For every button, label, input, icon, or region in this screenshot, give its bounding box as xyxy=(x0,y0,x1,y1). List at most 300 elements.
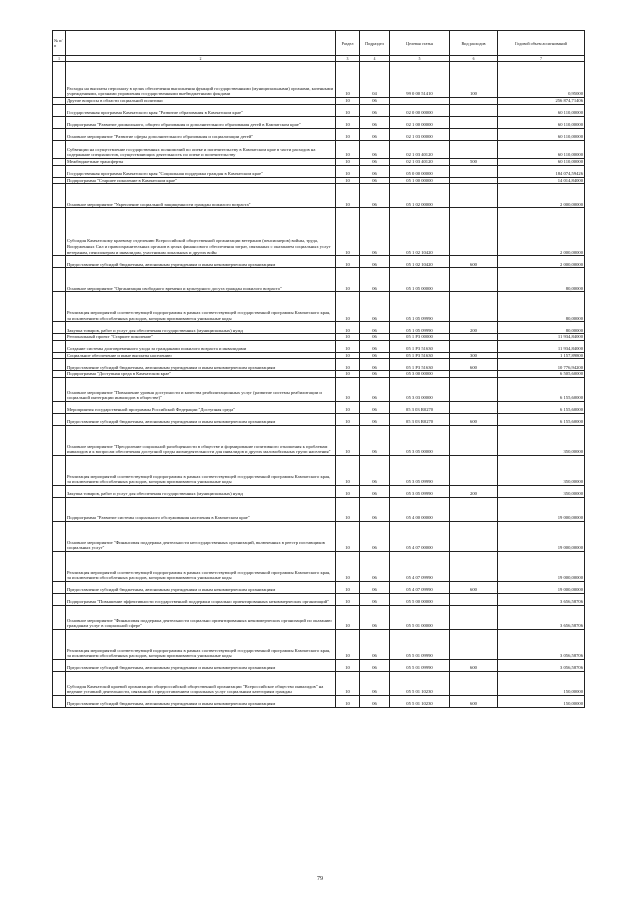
row-expense-type xyxy=(450,521,498,551)
row-podrazdel: 06 xyxy=(360,208,390,256)
row-name: Подпрограмма "Доступная среда в Камчатском крае" xyxy=(66,371,336,378)
row-razdel: 10 xyxy=(336,629,360,659)
row-podrazdel: 06 xyxy=(360,117,390,129)
row-sum: 350,00000 xyxy=(498,455,585,485)
table-row xyxy=(53,340,585,352)
table-row xyxy=(53,455,585,485)
row-sum: 6 505,60000 xyxy=(498,371,585,378)
row-sum: 19 000,00000 xyxy=(498,551,585,581)
row-number xyxy=(53,455,66,485)
row-podrazdel: 06 xyxy=(360,581,390,593)
row-name: Региональный проект "Старшее поколение" xyxy=(66,334,336,341)
row-expense-type xyxy=(450,377,498,401)
row-name: Подпрограмма "Старшее поколение в Камчатском крае" xyxy=(66,177,336,184)
row-sum: 2 000,00000 xyxy=(498,184,585,208)
row-razdel: 10 xyxy=(336,521,360,551)
row-razdel: 10 xyxy=(336,605,360,629)
row-razdel: 10 xyxy=(336,581,360,593)
row-target-article: 05 3 03 00000 xyxy=(390,377,450,401)
row-target-article: 05 3 05 09990 xyxy=(390,455,450,485)
row-name: Социальное обеспечение и иные выплаты населению xyxy=(66,352,336,359)
row-target-article: 05 5 01 09990 xyxy=(390,629,450,659)
row-number xyxy=(53,141,66,159)
row-razdel: 10 xyxy=(336,425,360,455)
table-row xyxy=(53,593,585,605)
row-target-article: 02 1 03 40120 xyxy=(390,141,450,159)
row-name: Закупка товаров, работ и услуг для обеспечения государственных (муниципальных) нужд xyxy=(66,322,336,334)
row-sum: 6 155,60000 xyxy=(498,413,585,425)
row-podrazdel: 06 xyxy=(360,659,390,671)
header-num: № п/п xyxy=(53,31,66,56)
row-name: Основное мероприятие "Повышение уровня доступности и качества реабилитационных услуг (развитие системы реабилитации и социальной интеграции инвалидов в обществе)" xyxy=(66,377,336,401)
table-row xyxy=(53,165,585,177)
row-expense-type xyxy=(450,268,498,292)
row-expense-type xyxy=(450,425,498,455)
table-row xyxy=(53,551,585,581)
row-razdel: 10 xyxy=(336,413,360,425)
row-name: Основное мероприятие "Финансовая поддержка деятельности негосударственных организаций, включенных в реестр поставщиков социальных услуг" xyxy=(66,521,336,551)
row-podrazdel: 04 xyxy=(360,62,390,98)
row-razdel: 10 xyxy=(336,62,360,98)
row-target-article: 02 1 00 00000 xyxy=(390,117,450,129)
table-row xyxy=(53,98,585,105)
row-name: Субвенции на осуществление государственных полномочий по опеке и попечительству в Камчатском крае в части расходов на содержание специалистов, осуществляющих деятельность по опеке и попечительству xyxy=(66,141,336,159)
row-expense-type xyxy=(450,455,498,485)
header-expense-type: Вид расходов xyxy=(450,31,498,56)
row-sum: 60 110,00000 xyxy=(498,159,585,166)
table-row xyxy=(53,377,585,401)
table-row xyxy=(53,581,585,593)
row-razdel: 10 xyxy=(336,671,360,695)
row-razdel: 10 xyxy=(336,377,360,401)
table-row xyxy=(53,159,585,166)
row-podrazdel: 06 xyxy=(360,605,390,629)
row-number xyxy=(53,695,66,707)
row-name: Основное мероприятие "Укрепление социальной защищенности граждан пожилого возраста" xyxy=(66,184,336,208)
row-podrazdel: 06 xyxy=(360,593,390,605)
row-razdel: 10 xyxy=(336,177,360,184)
table-row xyxy=(53,359,585,371)
row-target-article: 05 5 01 10230 xyxy=(390,671,450,695)
row-target-article: 05 4 07 00000 xyxy=(390,521,450,551)
table-row xyxy=(53,352,585,359)
row-target-article: 05 5 01 00000 xyxy=(390,605,450,629)
colnum-6: 6 xyxy=(450,56,498,62)
table-row xyxy=(53,659,585,671)
row-target-article: 05 5 01 10230 xyxy=(390,695,450,707)
row-podrazdel: 06 xyxy=(360,359,390,371)
row-number xyxy=(53,184,66,208)
row-sum: 60 110,00000 xyxy=(498,141,585,159)
row-podrazdel: 06 xyxy=(360,268,390,292)
row-target-article: 99 0 00 51410 xyxy=(390,62,450,98)
row-razdel: 10 xyxy=(336,98,360,105)
row-expense-type xyxy=(450,129,498,141)
row-name: Основное мероприятие "Преодоление социальной разобщенности в обществе и формирование позитивного отношения к проблемам инвалидов и к вопросам обеспечения доступной среды жизнедеятельности для инвалидов и других маломобильных групп населения" xyxy=(66,425,336,455)
row-podrazdel: 06 xyxy=(360,177,390,184)
row-podrazdel: 06 xyxy=(360,401,390,413)
row-name: Субсидия Камчатскому краевому отделению Всероссийской общественной организации ветеранов (пенсионеров) войны, труда, Вооруженных Сил и правоохранительных органов в целях финансового обеспечения затрат, связанных с оказанием социальных услуг ветеранам, пенсионерам и инвалидам, участникам локальных и других войн xyxy=(66,208,336,256)
page-number: 79 xyxy=(317,876,323,882)
row-name: Реализация мероприятий соответствующей подпрограммы в рамках соответствующей государственной программы Камчатского края, за исключением обособленных расходов, которым присваиваются уникальные коды xyxy=(66,455,336,485)
table-header-row xyxy=(53,31,585,56)
row-podrazdel: 06 xyxy=(360,629,390,659)
row-expense-type xyxy=(450,184,498,208)
row-razdel: 10 xyxy=(336,551,360,581)
row-number xyxy=(53,521,66,551)
row-sum: 19 000,00000 xyxy=(498,497,585,521)
row-target-article: 05 1 P3 00000 xyxy=(390,334,450,341)
row-podrazdel: 06 xyxy=(360,377,390,401)
table-row xyxy=(53,268,585,292)
row-podrazdel: 06 xyxy=(360,671,390,695)
row-sum: 3 656,58706 xyxy=(498,593,585,605)
row-number xyxy=(53,334,66,341)
row-podrazdel: 06 xyxy=(360,413,390,425)
row-target-article: 02 1 03 40120 xyxy=(390,159,450,166)
header-razdel: Раздел xyxy=(336,31,360,56)
row-podrazdel: 06 xyxy=(360,521,390,551)
row-name: Основное мероприятие "Организация свободного времени и культурного досуга граждан пожилого возраста" xyxy=(66,268,336,292)
row-podrazdel: 06 xyxy=(360,256,390,268)
row-target-article: 05 1 P3 51630 xyxy=(390,359,450,371)
row-name: Предоставление субсидий бюджетным, автономным учреждениям и иным некоммерческим организациям xyxy=(66,581,336,593)
row-podrazdel: 06 xyxy=(360,98,390,105)
row-podrazdel: 06 xyxy=(360,322,390,334)
table-row xyxy=(53,256,585,268)
row-expense-type xyxy=(450,401,498,413)
row-number xyxy=(53,256,66,268)
row-razdel: 10 xyxy=(336,485,360,497)
row-target-article: 05 3 05 09990 xyxy=(390,485,450,497)
row-target-article: 05 1 05 00000 xyxy=(390,268,450,292)
table-row xyxy=(53,629,585,659)
row-sum: 60 110,00000 xyxy=(498,117,585,129)
row-number xyxy=(53,581,66,593)
row-razdel: 10 xyxy=(336,129,360,141)
row-target-article: 05 1 02 00000 xyxy=(390,184,450,208)
row-target-article: 05 1 00 00000 xyxy=(390,177,450,184)
row-name: Предоставление субсидий бюджетным, автономным учреждениям и иным некоммерческим организациям xyxy=(66,413,336,425)
row-sum: 6 155,60000 xyxy=(498,377,585,401)
row-number xyxy=(53,62,66,98)
row-number xyxy=(53,401,66,413)
row-target-article: 05 1 P3 51630 xyxy=(390,340,450,352)
row-number xyxy=(53,268,66,292)
row-expense-type: 200 xyxy=(450,322,498,334)
row-target-article: 05 5 01 09990 xyxy=(390,659,450,671)
row-name: Предоставление субсидий бюджетным, автономным учреждениям и иным некоммерческим организациям xyxy=(66,359,336,371)
row-name: Подпрограмма "Развитие системы социального обслуживания населения в Камчатском крае" xyxy=(66,497,336,521)
row-name: Государственная программа Камчатского края "Социальная поддержка граждан в Камчатском крае" xyxy=(66,165,336,177)
row-name: Подпрограмма "Повышение эффективности государственной поддержки социально ориентированных некоммерческих организаций" xyxy=(66,593,336,605)
row-name: Государственная программа Камчатского края "Развитие образования в Камчатском крае" xyxy=(66,105,336,117)
table-row xyxy=(53,401,585,413)
row-sum: 19 000,00000 xyxy=(498,581,585,593)
row-sum: 14 014,84000 xyxy=(498,177,585,184)
row-razdel: 10 xyxy=(336,659,360,671)
row-expense-type xyxy=(450,105,498,117)
row-name: Основное мероприятие "Финансовая поддержка деятельности социально ориентированных некоммерческих организаций по оказанию гражданам услуг в социальной сфере" xyxy=(66,605,336,629)
table-row xyxy=(53,485,585,497)
row-number xyxy=(53,413,66,425)
budget-table xyxy=(52,30,585,708)
row-razdel: 10 xyxy=(336,593,360,605)
row-sum: 11 934,84000 xyxy=(498,334,585,341)
row-sum: 80,00000 xyxy=(498,322,585,334)
row-sum: 350,00000 xyxy=(498,485,585,497)
row-razdel: 10 xyxy=(336,117,360,129)
row-sum: 6 155,60000 xyxy=(498,401,585,413)
row-podrazdel: 06 xyxy=(360,425,390,455)
row-razdel: 10 xyxy=(336,322,360,334)
row-razdel: 10 xyxy=(336,401,360,413)
colnum-7: 7 xyxy=(498,56,585,62)
header-name xyxy=(66,31,336,56)
row-razdel: 10 xyxy=(336,340,360,352)
row-number xyxy=(53,129,66,141)
table-row xyxy=(53,117,585,129)
row-name: Подпрограмма "Развитие дошкольного, общего образования и дополнительного образования детей в Камчатском крае" xyxy=(66,117,336,129)
row-podrazdel: 06 xyxy=(360,159,390,166)
table-row xyxy=(53,371,585,378)
row-expense-type xyxy=(450,165,498,177)
row-sum: 80,00000 xyxy=(498,268,585,292)
row-expense-type: 200 xyxy=(450,485,498,497)
row-name: Мероприятия государственной программы Российской Федерации "Доступная среда" xyxy=(66,401,336,413)
row-target-article: 05 3 03 R0270 xyxy=(390,401,450,413)
table-row xyxy=(53,62,585,98)
row-razdel: 10 xyxy=(336,256,360,268)
row-expense-type xyxy=(450,551,498,581)
row-number xyxy=(53,159,66,166)
table-row xyxy=(53,105,585,117)
row-expense-type: 600 xyxy=(450,581,498,593)
row-podrazdel: 06 xyxy=(360,129,390,141)
table-row xyxy=(53,129,585,141)
row-sum: 10 776,94200 xyxy=(498,359,585,371)
row-podrazdel: 06 xyxy=(360,551,390,581)
row-target-article: 05 3 05 00000 xyxy=(390,425,450,455)
row-expense-type: 600 xyxy=(450,413,498,425)
row-podrazdel: 06 xyxy=(360,695,390,707)
table-row xyxy=(53,497,585,521)
row-razdel: 10 xyxy=(336,334,360,341)
row-expense-type xyxy=(450,605,498,629)
table-row xyxy=(53,671,585,695)
row-podrazdel: 06 xyxy=(360,485,390,497)
row-target-article: 05 1 05 09990 xyxy=(390,292,450,322)
row-number xyxy=(53,292,66,322)
table-body xyxy=(53,62,585,708)
row-target-article: 02 0 00 00000 xyxy=(390,105,450,117)
row-expense-type xyxy=(450,208,498,256)
row-target-article: 02 1 03 00000 xyxy=(390,129,450,141)
row-sum: 184 074,59426 xyxy=(498,165,585,177)
row-number xyxy=(53,497,66,521)
row-number xyxy=(53,352,66,359)
row-sum: 150,00000 xyxy=(498,671,585,695)
row-sum: 11 934,84000 xyxy=(498,340,585,352)
row-expense-type: 600 xyxy=(450,695,498,707)
row-sum: 0,95000 xyxy=(498,62,585,98)
row-razdel: 10 xyxy=(336,455,360,485)
header-annual-volume: Годовой объем ассигнований xyxy=(498,31,585,56)
row-expense-type: 500 xyxy=(450,159,498,166)
row-razdel: 10 xyxy=(336,292,360,322)
row-podrazdel: 06 xyxy=(360,184,390,208)
row-podrazdel: 06 xyxy=(360,371,390,378)
row-name: Предоставление субсидий бюджетным, автономным учреждениям и иным некоммерческим организациям xyxy=(66,695,336,707)
row-name: Субсидия Камчатской краевой организации общероссийской общественной организации "Всероссийское общество инвалидов" на ведение уставной деятельности, связанной с предоставлением социальных услуг социальным категориям граждан xyxy=(66,671,336,695)
row-expense-type xyxy=(450,497,498,521)
row-number xyxy=(53,177,66,184)
row-name: Расходы на выплаты персоналу в целях обеспечения выполнения функций государственными (муниципальными) органами, казенными учреждениями, органами управления государственными внебюджетными фондами xyxy=(66,62,336,98)
row-razdel: 10 xyxy=(336,141,360,159)
row-sum: 2 000,00000 xyxy=(498,208,585,256)
row-target-article: 05 3 00 00000 xyxy=(390,371,450,378)
row-number xyxy=(53,165,66,177)
colnum-4: 4 xyxy=(360,56,390,62)
row-target-article: 05 1 02 10420 xyxy=(390,208,450,256)
row-expense-type: 600 xyxy=(450,359,498,371)
row-name: Реализация мероприятий соответствующей подпрограммы в рамках соответствующей государственной программы Камчатского края, за исключением обособленных расходов, которым присваиваются уникальные коды xyxy=(66,292,336,322)
row-sum: 19 000,00000 xyxy=(498,521,585,551)
row-razdel: 10 xyxy=(336,352,360,359)
row-target-article: 05 5 00 00000 xyxy=(390,593,450,605)
header-target-article: Целевая статья xyxy=(390,31,450,56)
row-sum: 350,00000 xyxy=(498,425,585,455)
row-name: Основное мероприятие "Развитие сферы дополнительного образования и социализации детей" xyxy=(66,129,336,141)
row-target-article: 05 1 P3 51630 xyxy=(390,352,450,359)
row-number xyxy=(53,105,66,117)
row-name: Другие вопросы в области социальной политики xyxy=(66,98,336,105)
row-expense-type: 100 xyxy=(450,62,498,98)
row-number xyxy=(53,377,66,401)
row-razdel: 10 xyxy=(336,268,360,292)
row-razdel: 10 xyxy=(336,371,360,378)
row-expense-type xyxy=(450,177,498,184)
row-razdel: 10 xyxy=(336,208,360,256)
row-target-article: 05 4 00 00000 xyxy=(390,497,450,521)
colnum-3: 3 xyxy=(336,56,360,62)
row-number xyxy=(53,485,66,497)
row-number xyxy=(53,659,66,671)
row-target-article: 05 0 00 00000 xyxy=(390,165,450,177)
table-row xyxy=(53,322,585,334)
row-razdel: 10 xyxy=(336,159,360,166)
row-expense-type xyxy=(450,371,498,378)
row-number xyxy=(53,322,66,334)
table-row xyxy=(53,208,585,256)
row-name: Реализация мероприятий соответствующей подпрограммы в рамках соответствующей государственной программы Камчатского края, за исключением обособленных расходов, которым присваиваются уникальные коды xyxy=(66,551,336,581)
row-number xyxy=(53,605,66,629)
header-podrazdel: Подраздел xyxy=(360,31,390,56)
row-number xyxy=(53,593,66,605)
row-number xyxy=(53,359,66,371)
row-name: Создание системы долговременного ухода за гражданами пожилого возраста и инвалидами xyxy=(66,340,336,352)
row-podrazdel: 06 xyxy=(360,334,390,341)
table-row xyxy=(53,695,585,707)
table-row xyxy=(53,413,585,425)
table-row xyxy=(53,425,585,455)
row-target-article: 05 4 07 09990 xyxy=(390,581,450,593)
row-expense-type xyxy=(450,117,498,129)
row-podrazdel: 06 xyxy=(360,165,390,177)
row-podrazdel: 06 xyxy=(360,292,390,322)
row-podrazdel: 06 xyxy=(360,352,390,359)
row-expense-type: 600 xyxy=(450,256,498,268)
table-row xyxy=(53,605,585,629)
row-target-article xyxy=(390,98,450,105)
row-target-article: 05 3 03 R0270 xyxy=(390,413,450,425)
row-podrazdel: 06 xyxy=(360,141,390,159)
row-number xyxy=(53,208,66,256)
row-number xyxy=(53,671,66,695)
row-podrazdel: 06 xyxy=(360,497,390,521)
row-name: Реализация мероприятий соответствующей подпрограммы в рамках соответствующей государственной программы Камчатского края, за исключением обособленных расходов, которым присваиваются уникальные коды xyxy=(66,629,336,659)
row-expense-type: 600 xyxy=(450,659,498,671)
row-sum: 3 656,58706 xyxy=(498,605,585,629)
row-expense-type xyxy=(450,141,498,159)
row-razdel: 10 xyxy=(336,184,360,208)
row-number xyxy=(53,629,66,659)
table-row xyxy=(53,177,585,184)
row-number xyxy=(53,371,66,378)
row-name: Закупка товаров, работ и услуг для обеспечения государственных (муниципальных) нужд xyxy=(66,485,336,497)
row-expense-type xyxy=(450,98,498,105)
row-number xyxy=(53,425,66,455)
row-razdel: 10 xyxy=(336,359,360,371)
row-number xyxy=(53,98,66,105)
row-sum: 256 874,71406 xyxy=(498,98,585,105)
row-expense-type xyxy=(450,334,498,341)
row-sum: 1 157,89800 xyxy=(498,352,585,359)
row-sum: 80,00000 xyxy=(498,292,585,322)
row-podrazdel: 06 xyxy=(360,105,390,117)
colnum-5: 5 xyxy=(390,56,450,62)
row-target-article: 05 1 05 09990 xyxy=(390,322,450,334)
row-expense-type xyxy=(450,340,498,352)
row-number xyxy=(53,117,66,129)
row-expense-type xyxy=(450,593,498,605)
row-expense-type xyxy=(450,292,498,322)
table-row xyxy=(53,292,585,322)
row-sum: 3 056,58706 xyxy=(498,629,585,659)
row-sum: 3 056,58706 xyxy=(498,659,585,671)
row-number xyxy=(53,551,66,581)
row-name: Предоставление субсидий бюджетным, автономным учреждениям и иным некоммерческим организациям xyxy=(66,659,336,671)
row-name: Межбюджетные трансферты xyxy=(66,159,336,166)
row-name: Предоставление субсидий бюджетным, автономным учреждениям и иным некоммерческим организациям xyxy=(66,256,336,268)
row-expense-type xyxy=(450,671,498,695)
row-expense-type xyxy=(450,629,498,659)
row-podrazdel: 06 xyxy=(360,340,390,352)
table-row xyxy=(53,521,585,551)
row-sum: 60 110,00000 xyxy=(498,129,585,141)
row-target-article: 05 4 07 09990 xyxy=(390,551,450,581)
row-podrazdel: 06 xyxy=(360,455,390,485)
row-expense-type: 300 xyxy=(450,352,498,359)
table-row xyxy=(53,334,585,341)
row-razdel: 10 xyxy=(336,105,360,117)
row-sum: 60 110,00000 xyxy=(498,105,585,117)
row-razdel: 10 xyxy=(336,165,360,177)
row-razdel: 10 xyxy=(336,695,360,707)
table-row xyxy=(53,141,585,159)
row-sum: 2 000,00000 xyxy=(498,256,585,268)
row-number xyxy=(53,340,66,352)
